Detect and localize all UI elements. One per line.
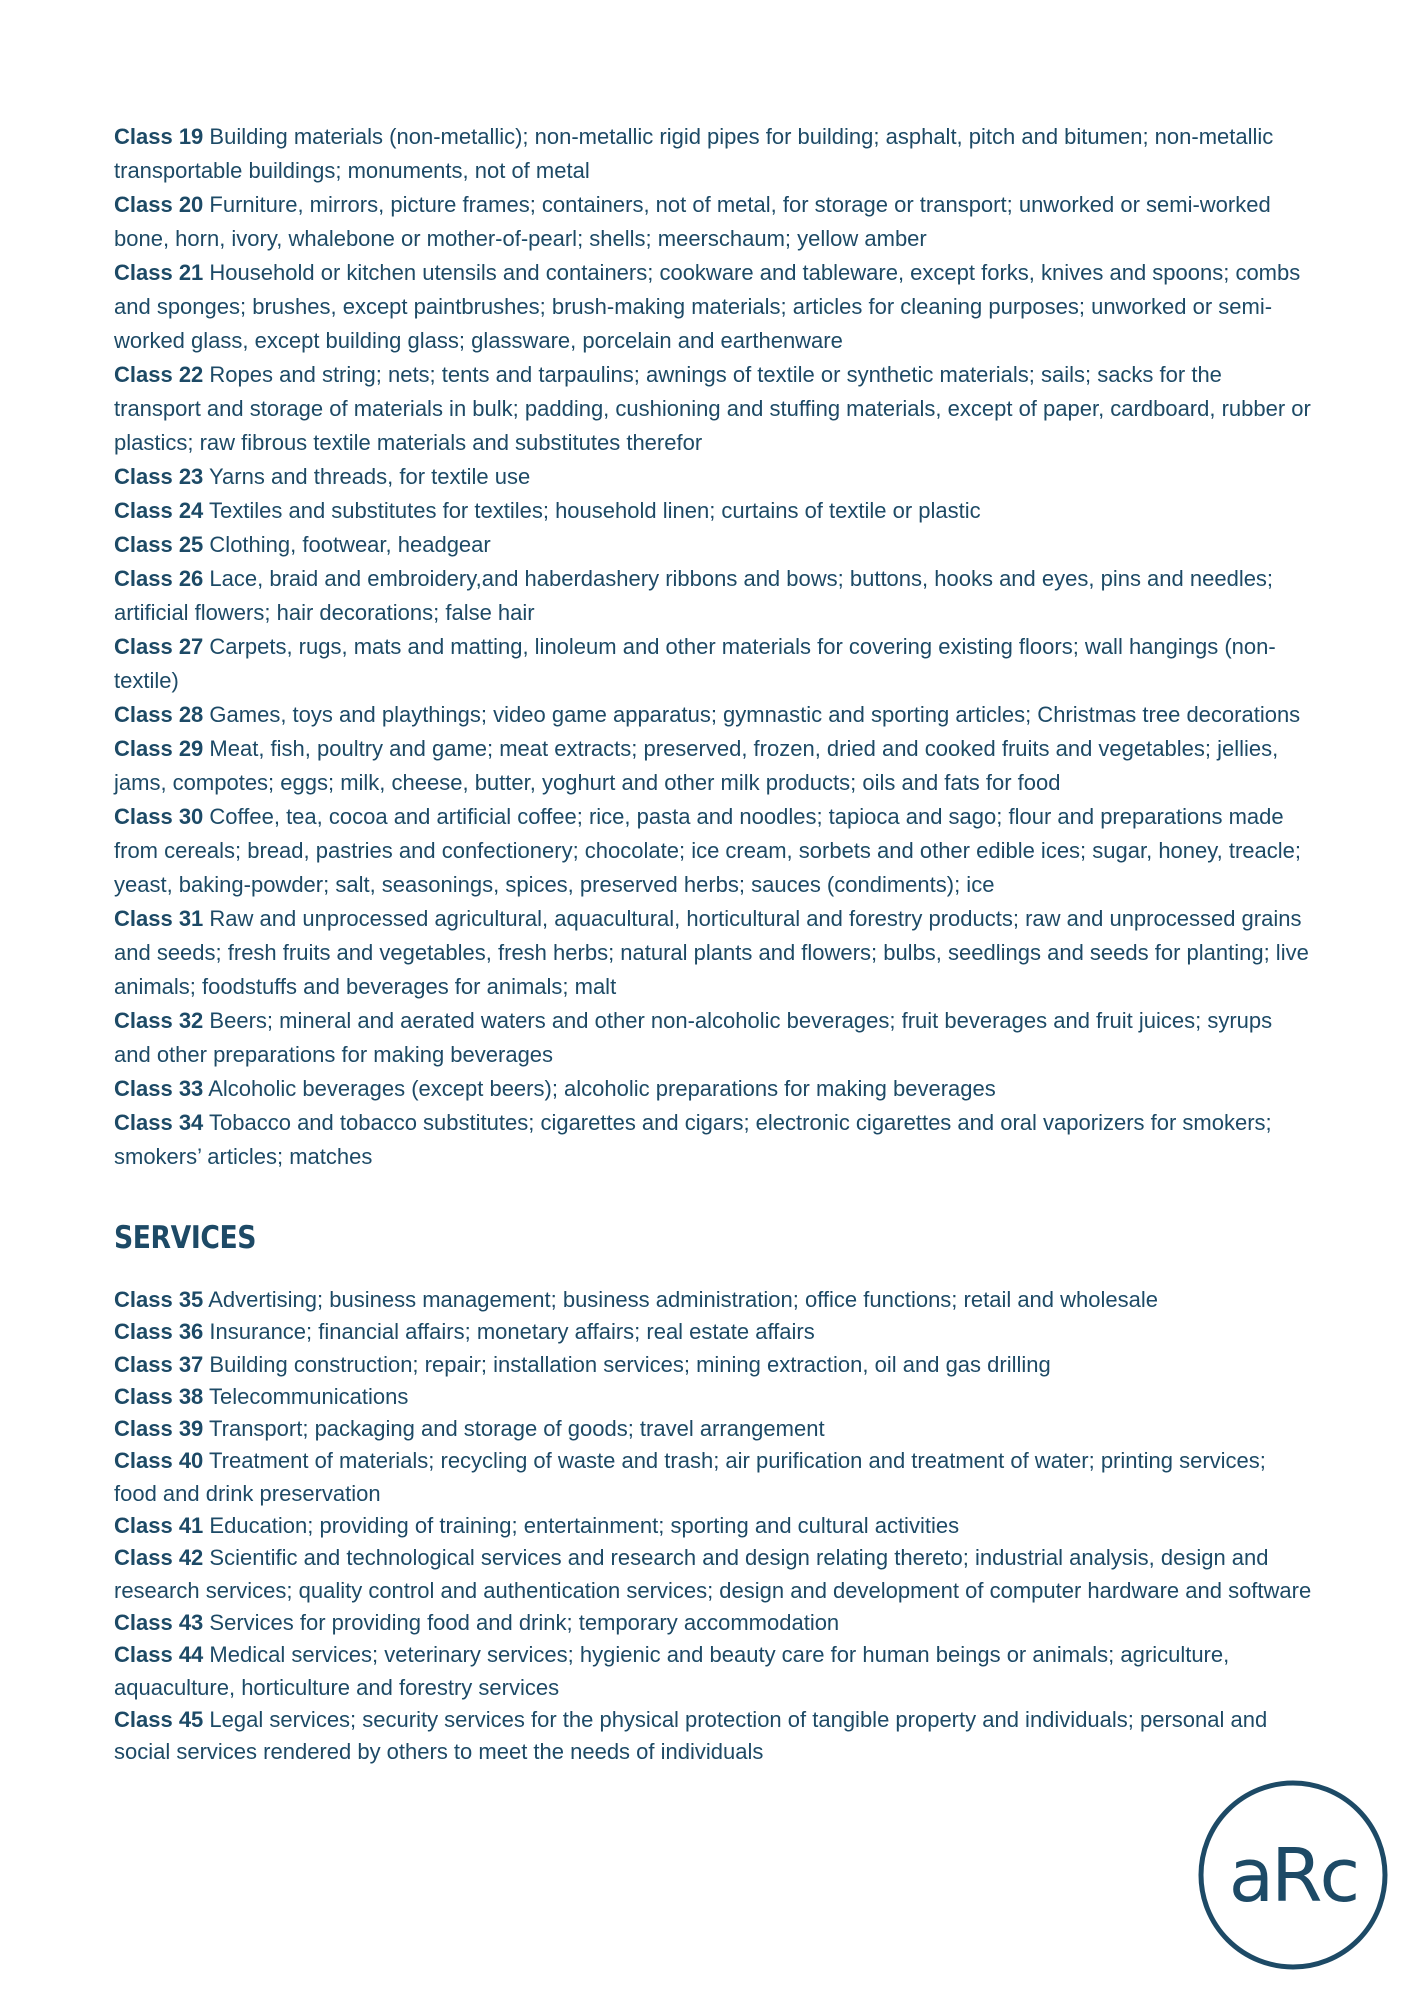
class-label: Class 42	[114, 1545, 204, 1571]
list-item	[114, 1704, 1314, 1769]
class-description: Furniture, mirrors, picture frames; containers, not of metal, for storage or transport; unworked or semi-worked bone, horn, ivory, whalebone or mother-of-pearl; shells; meerschaum; yellow amber	[114, 192, 1271, 251]
list-item	[114, 494, 1314, 528]
class-label: Class 22	[114, 362, 204, 387]
class-label: Class 43	[114, 1609, 204, 1635]
class-description: Building materials (non-metallic); non-metallic rigid pipes for building; asphalt, pitch and bitumen; non-metallic transportable buildings; monuments, not of metal	[114, 124, 1274, 183]
list-item	[114, 732, 1314, 800]
goods-classes-list	[114, 120, 1314, 1174]
list-item	[114, 358, 1314, 460]
class-label: Class 20	[114, 192, 204, 217]
list-item	[114, 630, 1314, 698]
class-description: Insurance; financial affairs; monetary affairs; real estate affairs	[209, 1319, 815, 1345]
class-description: Raw and unprocessed agricultural, aquacultural, horticultural and forestry products; raw and unprocessed grains and seeds; fresh fruits and vegetables, fresh herbs; natural plants and flowers; bulbs, seedlings and seeds for planting; live animals; foodstuffs and beverages for animals; malt	[114, 906, 1309, 999]
list-item	[114, 800, 1314, 902]
list-item	[114, 1445, 1314, 1510]
list-item	[114, 1106, 1314, 1174]
class-description: Telecommunications	[209, 1383, 409, 1409]
list-item	[114, 1607, 1314, 1639]
class-description: Transport; packaging and storage of goods; travel arrangement	[209, 1416, 825, 1442]
list-item	[114, 562, 1314, 630]
class-label: Class 40	[114, 1448, 204, 1474]
list-item	[114, 1542, 1314, 1607]
class-description: Textiles and substitutes for textiles; household linen; curtains of textile or plastic	[209, 498, 981, 523]
services-heading: SERVICES	[114, 1220, 257, 1256]
class-description: Coffee, tea, cocoa and artificial coffee; rice, pasta and noodles; tapioca and sago; flour and preparations made from cereals; bread, pastries and confectionery; chocolate; ice cream, sorbets and other edible ices; sugar, honey, treacle; yeast, baking-powder; salt, seasonings, spices, preserved herbs; sauces (condiments); ice	[114, 804, 1302, 897]
class-description: Beers; mineral and aerated waters and other non-alcoholic beverages; fruit beverages and fruit juices; syrups and other preparations for making beverages	[114, 1008, 1273, 1067]
class-label: Class 31	[114, 906, 204, 931]
class-label: Class 35	[114, 1287, 204, 1312]
class-label: Class 25	[114, 532, 204, 557]
class-label: Class 30	[114, 804, 204, 829]
class-label: Class 37	[114, 1351, 204, 1377]
class-description: Yarns and threads, for textile use	[209, 464, 531, 489]
list-item	[114, 1004, 1314, 1072]
list-item	[114, 188, 1314, 256]
class-label: Class 38	[114, 1383, 204, 1409]
list-item	[114, 460, 1314, 494]
class-description: Meat, fish, poultry and game; meat extracts; preserved, frozen, dried and cooked fruits and vegetables; jellies, jams, compotes; eggs; milk, cheese, butter, yoghurt and other milk products; oils and fats for food	[114, 736, 1279, 795]
list-item	[114, 1639, 1314, 1704]
document-page	[114, 120, 1314, 1768]
class-label: Class 28	[114, 702, 204, 727]
class-description: Ropes and string; nets; tents and tarpaulins; awnings of textile or synthetic materials; sails; sacks for the transport and storage of materials in bulk; padding, cushioning and stuffing materials, except of paper, cardboard, rubber or plastics; raw fibrous textile materials and substitutes therefor	[114, 362, 1311, 455]
class-description: Alcoholic beverages (except beers); alcoholic preparations for making beverages	[208, 1076, 996, 1101]
list-item	[114, 902, 1314, 1004]
class-description: Lace, braid and embroidery,and haberdashery ribbons and bows; buttons, hooks and eyes, pins and needles; artificial flowers; hair decorations; false hair	[114, 566, 1274, 625]
class-description: Legal services; security services for the physical protection of tangible property and individuals; personal and social services rendered by others to meet the needs of individuals	[114, 1706, 1268, 1765]
class-description: Carpets, rugs, mats and matting, linoleum and other materials for covering existing floors; wall hangings (non-textile)	[114, 634, 1276, 693]
class-label: Class 34	[114, 1110, 204, 1135]
class-description: Treatment of materials; recycling of waste and trash; air purification and treatment of water; printing services; food and drink preservation	[114, 1448, 1266, 1506]
class-description: Education; providing of training; entertainment; sporting and cultural activities	[209, 1513, 960, 1539]
arc-logo	[1196, 1778, 1390, 1972]
list-item	[114, 528, 1314, 562]
list-item	[114, 120, 1314, 188]
list-item	[114, 1510, 1314, 1542]
services-classes-list	[114, 1284, 1314, 1768]
class-label: Class 26	[114, 566, 204, 591]
class-label: Class 21	[114, 260, 204, 285]
list-item	[114, 1381, 1314, 1413]
class-label: Class 19	[114, 124, 204, 149]
class-label: Class 32	[114, 1008, 204, 1033]
class-description: Services for providing food and drink; temporary accommodation	[209, 1609, 840, 1635]
class-label: Class 44	[114, 1642, 204, 1668]
class-description: Clothing, footwear, headgear	[209, 532, 491, 557]
class-description: Advertising; business management; business administration; office functions; retail and wholesale	[208, 1287, 1158, 1312]
class-label: Class 45	[114, 1706, 204, 1732]
class-description: Scientific and technological services and research and design relating thereto; industrial analysis, design and research services; quality control and authentication services; design and development of computer hardware and software	[114, 1545, 1312, 1603]
list-item	[114, 698, 1314, 732]
logo-text: aRc	[1228, 1833, 1358, 1919]
class-label: Class 23	[114, 464, 204, 489]
class-description: Household or kitchen utensils and containers; cookware and tableware, except forks, knives and spoons; combs and sponges; brushes, except paintbrushes; brush-making materials; articles for cleaning purposes; unworked or semi-worked glass, except building glass; glassware, porcelain and earthenware	[114, 260, 1301, 353]
class-description: Medical services; veterinary services; hygienic and beauty care for human beings or animals; agriculture, aquaculture, horticulture and forestry services	[114, 1642, 1230, 1700]
class-label: Class 36	[114, 1319, 204, 1345]
class-description: Building construction; repair; installation services; mining extraction, oil and gas drilling	[209, 1351, 1051, 1377]
list-item	[114, 256, 1314, 358]
list-item	[114, 1316, 1314, 1348]
list-item	[114, 1072, 1314, 1106]
list-item	[114, 1349, 1314, 1381]
list-item	[114, 1413, 1314, 1445]
list-item	[114, 1284, 1314, 1316]
class-label: Class 41	[114, 1513, 204, 1539]
class-description: Tobacco and tobacco substitutes; cigarettes and cigars; electronic cigarettes and oral vaporizers for smokers; smokers’ articles; matches	[114, 1110, 1272, 1169]
class-label: Class 39	[114, 1416, 204, 1442]
class-label: Class 24	[114, 498, 204, 523]
class-label: Class 27	[114, 634, 204, 659]
class-label: Class 33	[114, 1076, 204, 1101]
class-label: Class 29	[114, 736, 204, 761]
class-description: Games, toys and playthings; video game apparatus; gymnastic and sporting articles; Christmas tree decorations	[209, 702, 1301, 727]
